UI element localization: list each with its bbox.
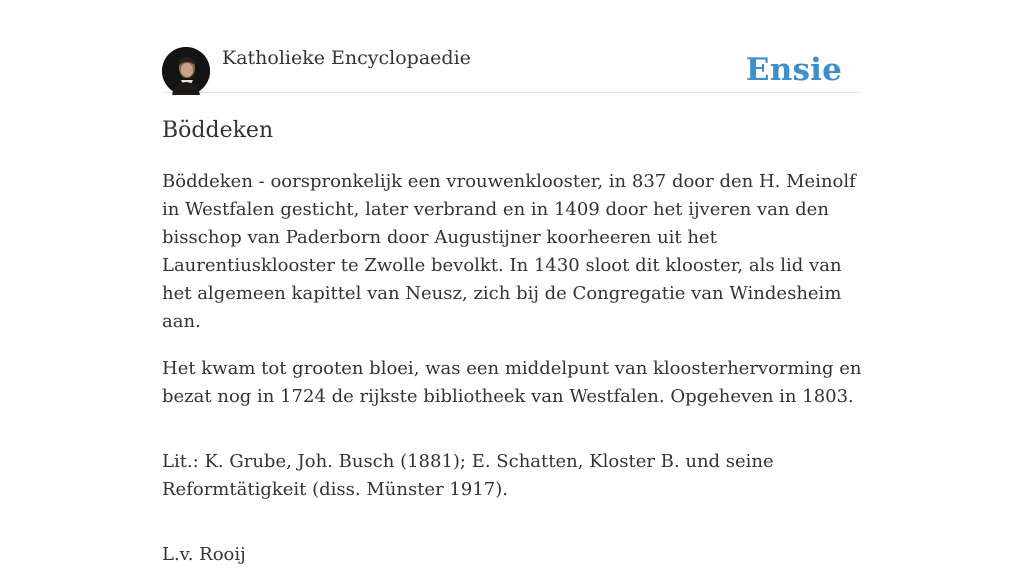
- article-paragraph: Böddeken - oorspronkelijk een vrouwenklooster, in 837 door den H. Meinolf in Westfalen gesticht, later verbrand en in 1409 door het ijveren van den bisschop van Paderborn door Augustijner koorheeren uit het Laurentiusklooster te Zwolle bevolkt. In 1430 sloot dit klooster, als lid van het algemeen kapittel van Neusz, zich bij de Congregatie van Windesheim aan.: [162, 171, 856, 332]
- brand-logo[interactable]: Ensie: [745, 52, 842, 88]
- article-body: [162, 168, 867, 588]
- article-paragraph: Het kwam tot grooten bloei, was een middelpunt van kloosterhervorming en bezat nog in 1724 de rijkste bibliotheek van Westfalen. Opgeheven in 1803.: [162, 358, 862, 407]
- portrait-avatar-icon[interactable]: [162, 47, 210, 95]
- article-author: L.v. Rooij: [162, 544, 246, 565]
- site-name[interactable]: Katholieke Encyclopaedie: [222, 47, 471, 69]
- page-title: Böddeken: [162, 118, 274, 143]
- literature-reference: Lit.: K. Grube, Joh. Busch (1881); E. Schatten, Kloster B. und seine Reformtätigkeit (diss. Münster 1917).: [162, 451, 774, 500]
- site-header: [162, 46, 862, 93]
